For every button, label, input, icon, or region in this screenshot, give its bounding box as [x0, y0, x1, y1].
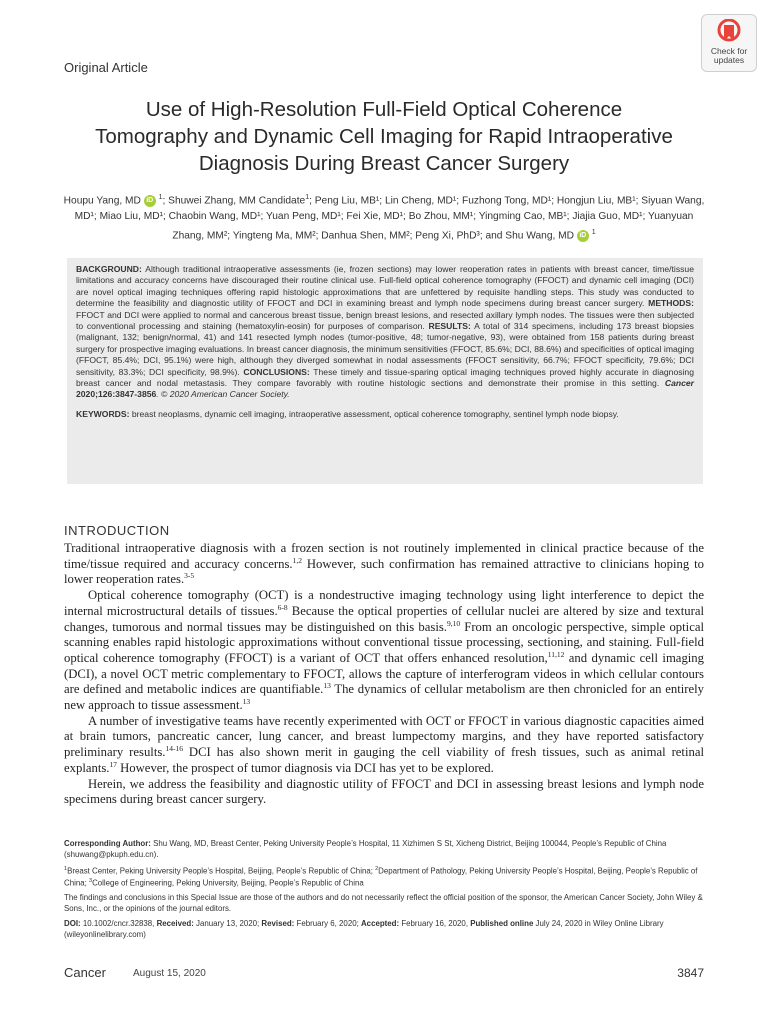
text: February 6, 2020;	[294, 918, 361, 928]
footer-date: August 15, 2020	[133, 968, 206, 979]
label: Corresponding Author:	[64, 839, 151, 848]
text: July 24, 2020 in Wiley Online Library (wileyonlinelibrary.com)	[64, 918, 664, 939]
citation-ref: 2020;126:3847-3856	[76, 389, 157, 400]
text: DCI has also shown merit in gauging the cell viability of fresh tissues, such as animal retinal explants.	[64, 745, 704, 775]
affiliation-marker: 1	[158, 194, 163, 201]
text: Because the optical properties of cellular nuclei are altered by size and textural changes, tumorous and normal tissues may be distinguished on this basis.	[64, 603, 704, 634]
section-heading-introduction: INTRODUCTION	[64, 523, 170, 538]
affiliation-marker: 1	[305, 194, 310, 201]
footer-journal-name: Cancer	[64, 965, 106, 980]
reference-marker[interactable]: 13	[323, 681, 331, 691]
text: College of Engineering, Peking University, Beijing, People’s Republic of China	[92, 878, 364, 888]
abstract-text	[76, 264, 694, 401]
paragraph	[64, 588, 704, 714]
orcid-icon[interactable]: iD	[144, 195, 156, 207]
title-line: Diagnosis During Breast Cancer Surgery	[198, 152, 570, 175]
keywords-text: breast neoplasms, dynamic cell imaging, intraoperative assessment, optical coherence tomography, sentinel lymph node biopsy.	[129, 408, 619, 419]
check-for-updates-badge[interactable]	[701, 14, 757, 72]
label: Accepted:	[360, 918, 400, 928]
badge-label-line2: updates	[713, 55, 745, 65]
text: The dynamics of cellular metabolism are then chronicled for an entirely new approach to tissue assessment.	[64, 682, 704, 713]
introduction-body	[64, 541, 704, 808]
footnotes	[64, 838, 704, 943]
reference-marker[interactable]: 17	[109, 759, 117, 769]
paragraph: Herein, we address the feasibility and diagnostic utility of FFOCT and DCI in assessing breast lesions and lymph node specimens during breast cancer surgery.	[64, 776, 704, 807]
reference-marker[interactable]: 14-16	[165, 743, 183, 753]
paragraph	[64, 541, 704, 588]
title-line: Tomography and Dynamic Cell Imaging for Rapid Intraoperative	[95, 125, 673, 148]
reference-marker[interactable]: 13	[242, 696, 251, 706]
orcid-icon[interactable]: iD	[577, 230, 589, 242]
label: DOI:	[64, 918, 81, 928]
keywords	[76, 409, 694, 420]
text: From an oncologic perspective, simple optical scanning enables rapid histologic approximations without conventional tissue processing, sectioning, and staining. Full-field optical coherence tomography (FFOCT) is a variant of OCT that offers enhanced resolution,	[64, 619, 704, 665]
badge-label-line1: Check for	[710, 46, 748, 56]
text: Department of Pathology, Peking University People’s Hospital, Beijing, People’s Republic of China;	[64, 866, 698, 888]
abstract-results-text: A total of 314 specimens, including 173 breast biopsies (malignant, 132; benign/normal, 41) and 141 resected lymph nodes (tumor-positive, 48; tumor-negative, 93), were obtained from 158 patients during breast surgery for prospective imaging evaluations. In breast cancer diagnosis, the minimum sensitivities (FFOCT, 85.6%; DCI, 88.6%) and specificities of optical imaging (FFOCT, 85.4%; DCI, 95.1%) were high, although they diverged somewhat in nodal assessments (FFOCT sensitivity, 66.7%; FFOCT specificity, 79.6%; DCI sensitivity, 83.3%; DCI specificity, 98.9%).	[76, 321, 694, 377]
label: Received:	[156, 918, 194, 928]
text: February 16, 2020,	[399, 918, 471, 928]
affiliation-marker: 1	[591, 229, 596, 237]
author-name: Houpu Yang, MD	[63, 195, 141, 207]
text: Traditional intraoperative diagnosis with a frozen section is not routinely implemented in clinical practice because of the time/tissue required and accuracy concerns.	[64, 541, 704, 571]
bookmark-ribbon-icon	[716, 19, 742, 47]
text: Optical coherence tomography (OCT) is a nondestructive imaging technology using light interference to depict the internal microstructural details of tissues.	[64, 588, 704, 618]
page-number: 3847	[677, 966, 704, 980]
reference-marker[interactable]: 6-8	[277, 602, 288, 612]
abstract-conclusions-text: These timely and tissue-sparing optical imaging techniques proved highly accurate in diagnosing breast cancer and nodal metastasis. They compare favorably with routine histologic sections and demonstrate their promise in this setting.	[76, 366, 694, 389]
title-line: Use of High-Resolution Full-Field Optical Coherence	[145, 98, 623, 121]
affiliation-marker: 3	[89, 878, 93, 885]
abstract-background-text: Although traditional intraoperative assessments (ie, frozen sections) may lower reoperation rates in patients with breast cancer, time/tissue limitations and accuracy concerns have discouraged their routine clinical use. Full-field optical coherence tomography (FFOCT) and dynamic cell imaging (DCI) are novel optical imaging techniques offering rapid histologic approximations that are unfettered by requisite handling steps. This study was conducted to determine the feasibility and diagnostic utility of FFOCT and DCI in examining breast and lymph node specimens during breast cancer surgery.	[76, 264, 694, 309]
text: However, the prospect of tumor diagnosis via DCI has yet to be explored.	[116, 760, 494, 775]
reference-marker[interactable]: 9,10	[446, 618, 461, 628]
doi-link[interactable]: 10.1002/cncr.32838,	[80, 918, 157, 928]
text: A number of investigative teams have recently experimented with OCT or FFOCT in various diagnostic capacities aimed at brain tumors, pancreatic cancer, lung cancer, and breast lumpectomy margins, and they have reported satisfactory preliminary results.	[64, 713, 704, 760]
label: Revised:	[261, 918, 295, 928]
author-names: ; Peng Liu, MB¹; Lin Cheng, MD¹; Fuzhong Tong, MD¹; Hongjun Liu, MB¹; Siyuan Wang, MD¹; Miao Liu, MD¹; Chaobin Wang, MD¹; Yuan Peng, MD¹; Fei Xie, MD¹; Bo Zhou, MM¹; Yingming Cao, MB¹; Jiajia Guo, MD¹; Yuanyuan Zhang, MM²; Yingteng Ma, MM²; Danhua Shen, MM²; Peng Xi, PhD³; and Shu Wang, MD	[74, 195, 705, 242]
text: January 13, 2020;	[193, 918, 262, 928]
reference-marker[interactable]: 1,2	[292, 555, 302, 565]
abstract-conclusions-label: CONCLUSIONS:	[243, 366, 310, 377]
author-name: ; Shuwei Zhang, MM Candidate	[162, 195, 306, 207]
abstract-methods-text: FFOCT and DCI were applied to normal and cancerous breast tissue, benign breast lesions, and resected axillary lymph nodes. The tissues were then subjected to conventional processing and staining (hematoxylin-eosin) for purposes of comparison.	[76, 309, 694, 332]
article-history	[64, 918, 704, 940]
text: and dynamic cell imaging (DCI), a novel OCT metric complementary to FFOCT, allows the capture of interferogram videos in which cellular contours are defined and metabolic indices are quantifiable.	[64, 650, 704, 697]
label: Published online	[470, 918, 534, 928]
reference-marker[interactable]: 3-5	[184, 571, 195, 581]
paragraph	[64, 714, 704, 777]
copyright: . © 2020 American Cancer Society.	[156, 389, 290, 400]
text: Breast Center, Peking University People’s Hospital, Beijing, People’s Republic of China;	[67, 866, 376, 876]
abstract-methods-label: METHODS:	[648, 298, 694, 309]
citation-journal: Cancer	[664, 378, 694, 389]
corresponding-author	[64, 838, 704, 860]
affiliations	[64, 864, 704, 889]
text: Shu Wang, MD, Breast Center, Peking University People’s Hospital, 11 Xizhimen S St, Xicheng District, Beijing 100044, People’s Republic of China (shuwang@pkuph.edu.cn).	[64, 839, 667, 859]
author-list	[60, 190, 708, 245]
disclaimer: The findings and conclusions in this Special Issue are those of the authors and do not necessarily reflect the official position of the sponsor, the American Cancer Society, John Wiley & Sons, Inc., or the opinions of the journal editors.	[64, 893, 703, 914]
abstract-background-label: BACKGROUND:	[76, 264, 142, 274]
reference-marker[interactable]: 11,12	[547, 649, 565, 659]
article-type: Original Article	[64, 60, 148, 75]
text: However, such confirmation has remained attractive to clinicians hoping to lower reoperation rates.	[64, 556, 704, 587]
article-title	[40, 96, 728, 177]
abstract-results-label: RESULTS:	[428, 321, 471, 332]
affiliation-marker: 1	[64, 865, 68, 872]
abstract-box	[67, 258, 703, 484]
affiliation-marker: 2	[375, 865, 379, 872]
keywords-label: KEYWORDS:	[76, 408, 130, 419]
